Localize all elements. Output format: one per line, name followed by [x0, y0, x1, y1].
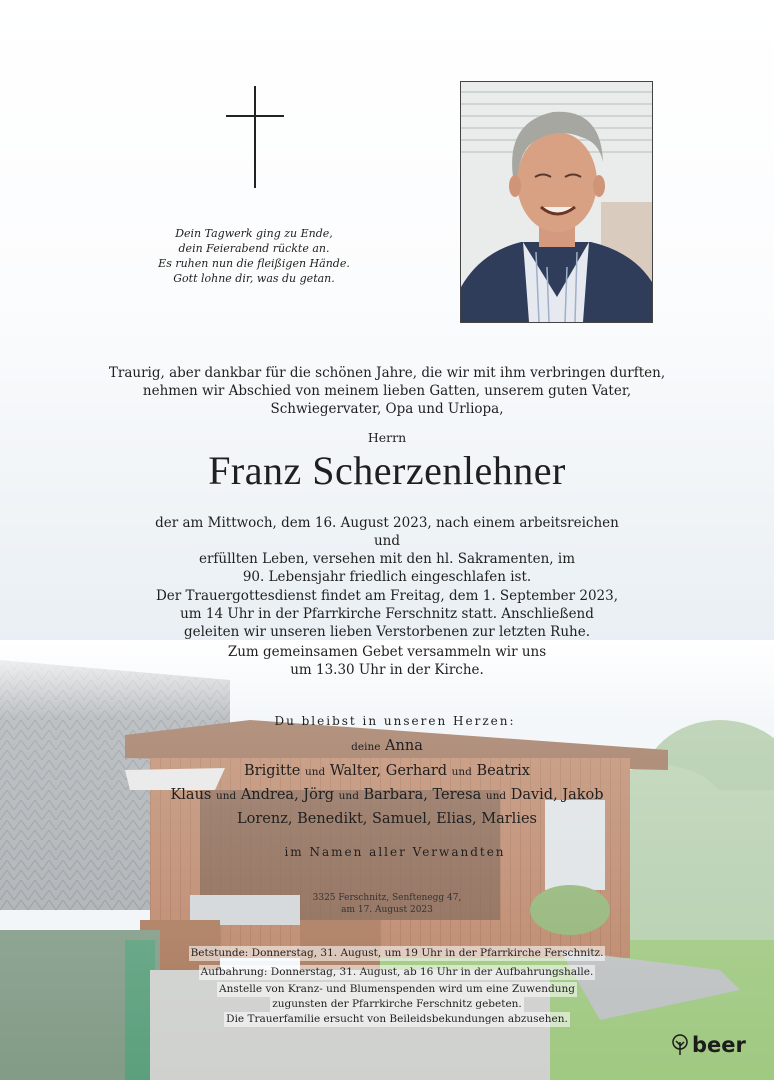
poem-line: Es ruhen nun die fleißigen Hände.: [158, 257, 350, 270]
and-word: und: [451, 766, 472, 778]
family-name: David, Jakob: [510, 787, 604, 803]
service-line: Der Trauergottesdienst findet am Freitag, dem 1. September 2023,: [155, 588, 619, 604]
family-name: Andrea, Jörg: [240, 787, 335, 803]
death-notice-line: erfüllten Leben, versehen mit den hl. Sakramenten, im: [198, 551, 575, 567]
tree-icon: [670, 1034, 690, 1056]
notes: [60, 946, 734, 1027]
family-intro: Du bleibst in unseren Herzen:: [274, 714, 516, 728]
portrait-illustration: [461, 82, 652, 322]
and-word: und: [338, 790, 359, 802]
death-notice-line: 90. Lebensjahr friedlich eingeschlafen ist.: [242, 569, 532, 585]
and-word: und: [305, 766, 326, 778]
and-word: und: [485, 790, 507, 802]
cross-horizontal-bar: [226, 115, 284, 117]
family-line-wife: [0, 734, 774, 759]
wife-name: Anna: [385, 738, 423, 754]
deceased-name: Franz Scherzenlehner: [208, 448, 566, 493]
family-line-grandchildren: Lorenz, Benedikt, Samuel, Elias, Marlies: [237, 811, 537, 827]
service-line: geleiten wir unseren lieben Verstorbenen zur letzten Ruhe.: [183, 624, 591, 640]
family-name: Klaus: [170, 787, 212, 803]
salutation: Herrn: [367, 430, 407, 445]
address-line: 3325 Ferschnitz, Senftenegg 47,: [312, 893, 462, 903]
family-closing: im Namen aller Verwandten: [284, 845, 506, 859]
intro-line: Traurig, aber dankbar für die schönen Jahre, die wir mit ihm verbringen durften,: [108, 365, 666, 381]
note-line: Aufbahrung: Donnerstag, 31. August, ab 16 Uhr in der Aufbahrungshalle.: [200, 966, 594, 978]
wife-prefix: deine: [351, 741, 381, 753]
death-notice: [150, 514, 624, 586]
portrait-photo: [460, 81, 653, 323]
poem-line: dein Feierabend rückte an.: [178, 242, 330, 255]
family-line-children-1: [0, 759, 774, 784]
death-notice-line: der am Mittwoch, dem 16. August 2023, nach einem arbeitsreichen und: [155, 515, 619, 549]
intro-line: Schwiegervater, Opa und Urliopa,: [270, 401, 504, 417]
poem: [140, 226, 368, 286]
intro-text: [100, 364, 674, 418]
family-name: Beatrix: [476, 763, 530, 779]
beer-logo: [670, 1032, 746, 1058]
family-line-children-2: [0, 783, 774, 808]
and-word: und: [215, 790, 237, 802]
prayer-line: Zum gemeinsamen Gebet versammeln wir uns: [227, 644, 547, 660]
poem-line: Dein Tagwerk ging zu Ende,: [175, 227, 333, 240]
funeral-service-text: [150, 587, 624, 641]
prayer-text: [150, 643, 624, 679]
cross-vertical-bar: [254, 86, 256, 188]
address-line: am 17. August 2023: [341, 905, 433, 915]
note-line: zugunsten der Pfarrkirche Ferschnitz gebeten.: [272, 998, 522, 1010]
note-line: Anstelle von Kranz- und Blumenspenden wird um eine Zuwendung: [219, 983, 575, 995]
family-name: Barbara, Teresa: [363, 787, 482, 803]
intro-line: nehmen wir Abschied von meinem lieben Gatten, unserem guten Vater,: [142, 383, 632, 399]
address-date: [0, 892, 774, 916]
prayer-line: um 13.30 Uhr in der Kirche.: [290, 662, 484, 678]
note-line: Betstunde: Donnerstag, 31. August, um 19 Uhr in der Pfarrkirche Ferschnitz.: [190, 947, 604, 959]
family-name: Walter, Gerhard: [329, 763, 448, 779]
service-line: um 14 Uhr in der Pfarrkirche Ferschnitz statt. Anschließend: [180, 606, 594, 622]
note-line: Die Trauerfamilie ersucht von Beileidsbekundungen abzusehen.: [226, 1013, 568, 1025]
poem-line: Gott lohne dir, was du getan.: [173, 272, 335, 285]
family-name: Brigitte: [244, 763, 301, 779]
logo-text: beer: [692, 1033, 746, 1057]
